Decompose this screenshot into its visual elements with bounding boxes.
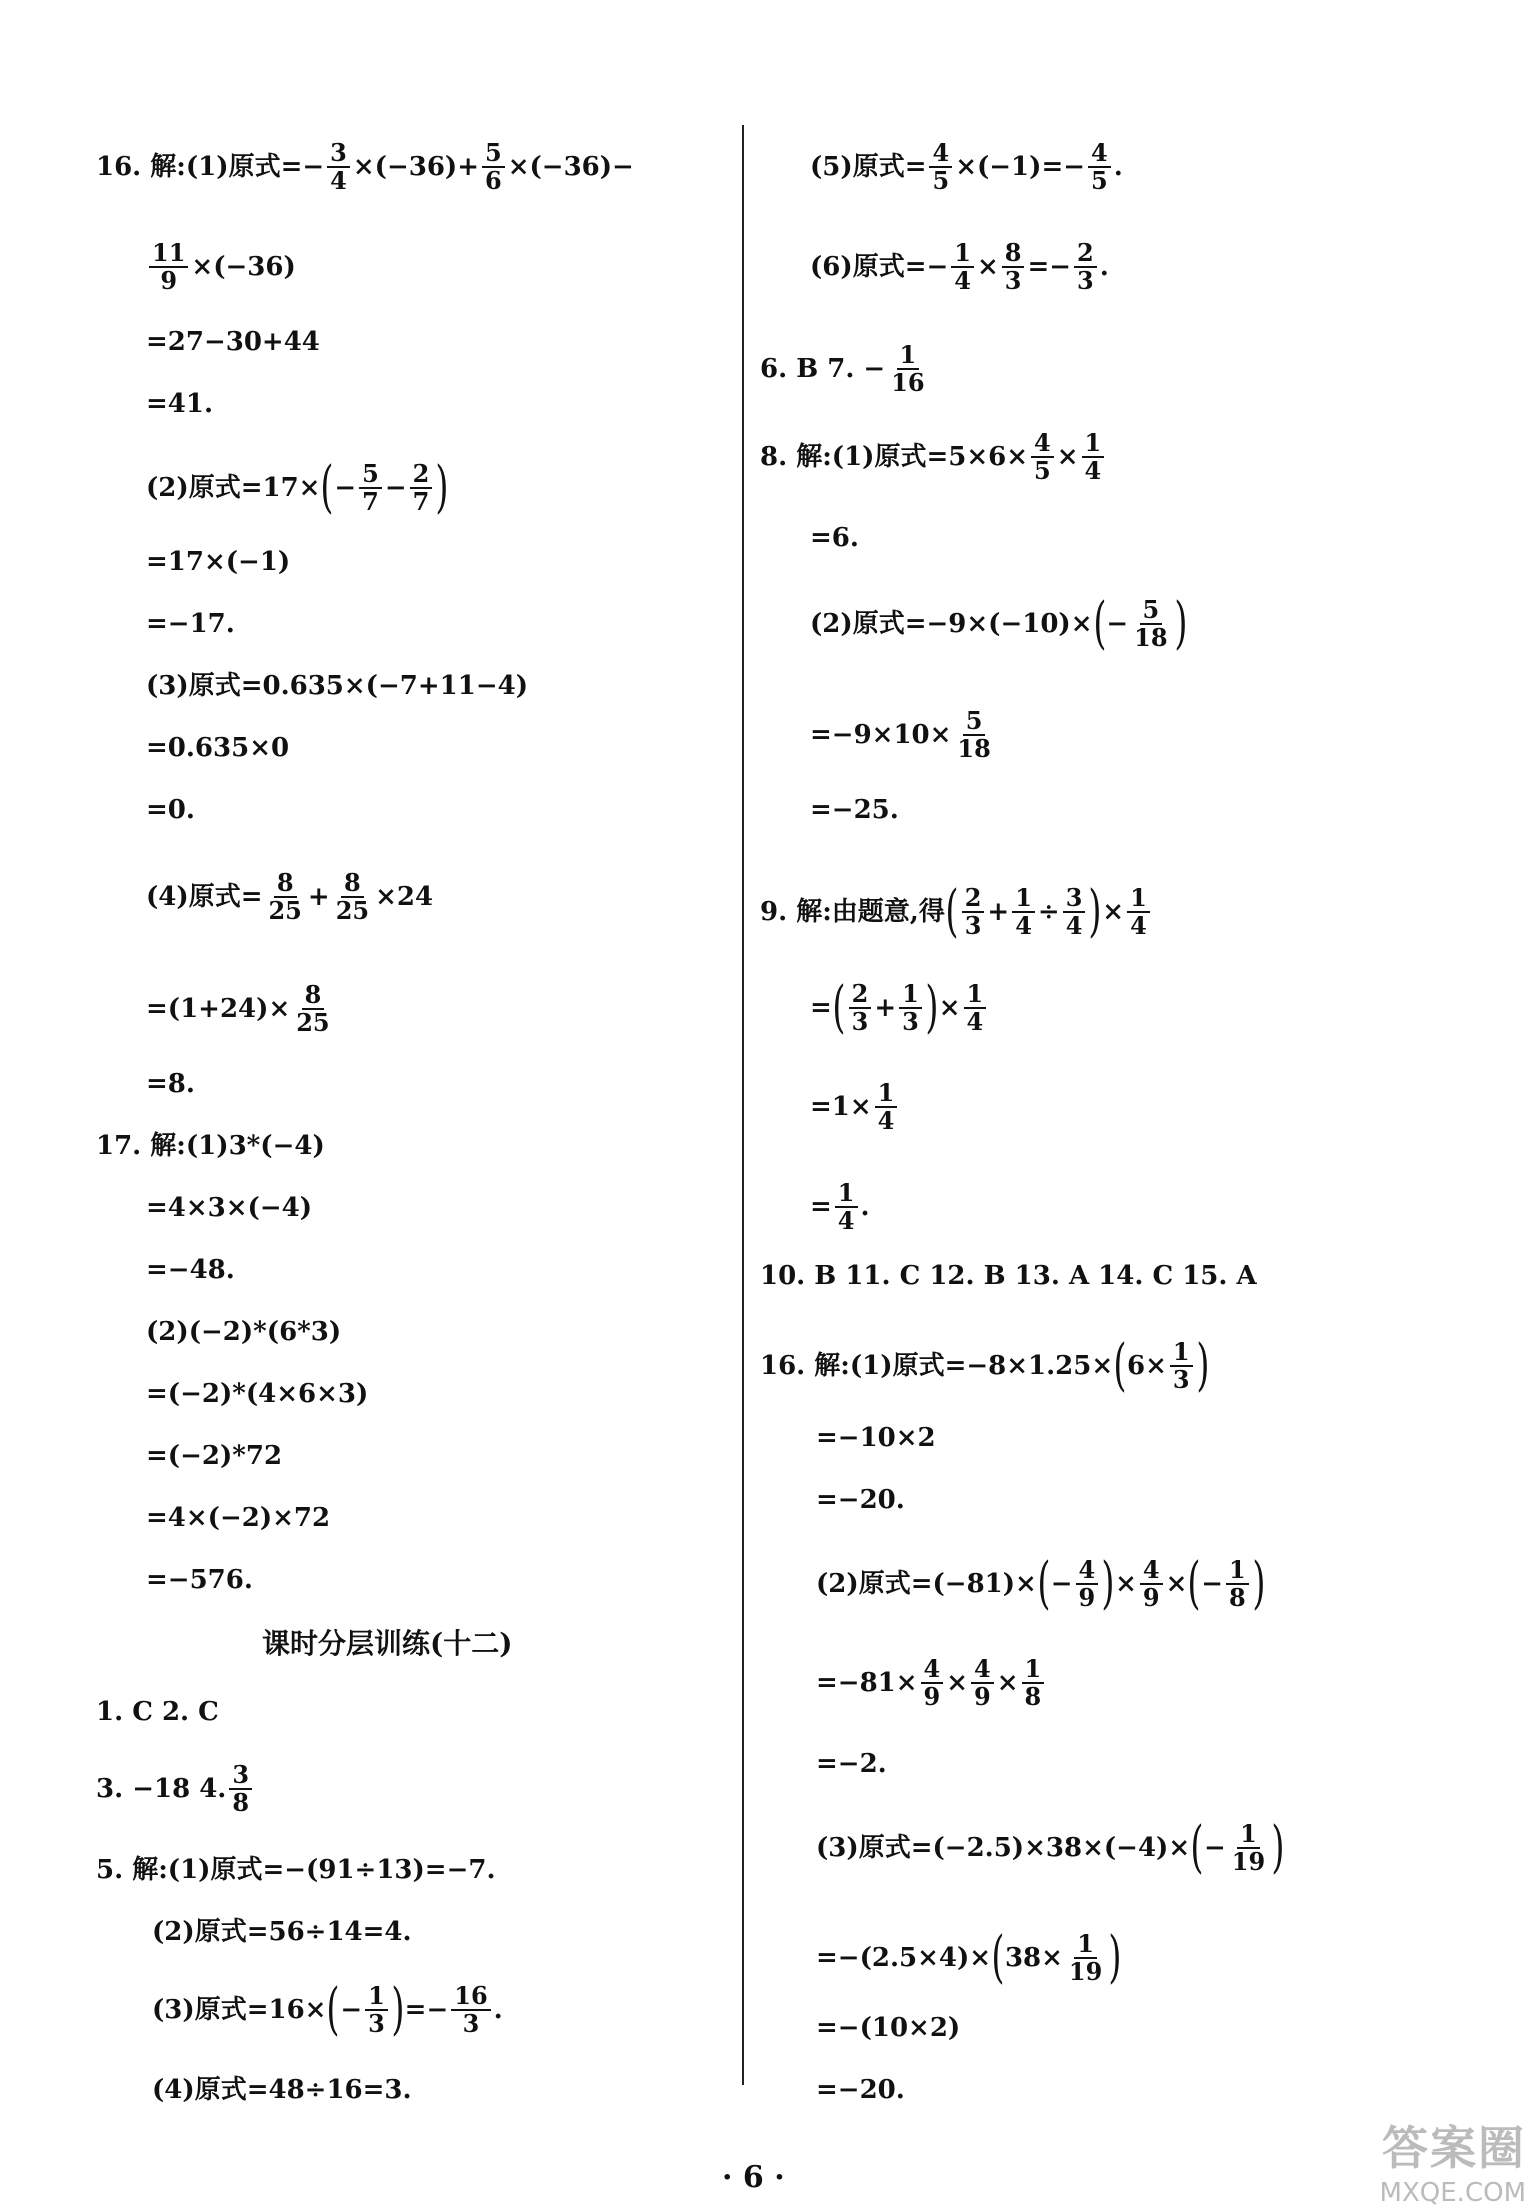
- left-line-19: =(−2)*72: [146, 1441, 283, 1471]
- right-line-12: = $\frac{1}{4}$ .: [810, 1178, 870, 1235]
- left-line-10: =0.: [146, 795, 195, 825]
- right-line-10: = ( $\frac{2}{3}$ + $\frac{1}{3}$ ) × $\frac{1}{4}$: [810, 980, 989, 1036]
- fraction: $\frac{8}{3}$: [1002, 240, 1025, 294]
- fraction: $\frac{1}{19}$: [1231, 1819, 1266, 1876]
- watermark-logo: [1380, 2112, 1526, 2208]
- fraction: $\frac{1}{3}$: [365, 1983, 388, 2037]
- fraction: $\frac{1}{3}$: [899, 981, 922, 1035]
- left-line-14: 17. 解:(1)3*(−4): [96, 1131, 325, 1161]
- left-line-27: (4)原式=48÷16=3.: [152, 2075, 412, 2105]
- left-line-16: =−48.: [146, 1255, 235, 1285]
- left-line-13: =8.: [146, 1069, 195, 1099]
- right-line-8: =−25.: [810, 795, 899, 825]
- fraction: $\frac{1}{16}$: [891, 340, 925, 397]
- fraction: $\frac{2}{3}$: [849, 981, 872, 1035]
- fraction: $\frac{2}{3}$: [962, 885, 985, 939]
- fraction: $\frac{1}{4}$: [951, 240, 974, 294]
- right-line-1: (5)原式= $\frac{4}{5}$ ×(−1)=− $\frac{4}{5}$ .: [810, 138, 1123, 195]
- right-line-15: =−10×2: [816, 1423, 936, 1453]
- left-line-22: 1. C 2. C: [96, 1697, 219, 1727]
- fraction: $\frac{5}{7}$: [359, 461, 382, 515]
- fraction: $\frac{8}{25}$: [296, 980, 330, 1037]
- right-line-14: 16. 解:(1)原式=−8×1.25× ( 6× $\frac{1}{3}$ ): [760, 1333, 1210, 1398]
- fraction: $\frac{5}{18}$: [1134, 595, 1168, 652]
- fraction: $\frac{1}{19}$: [1068, 1929, 1103, 1986]
- right-line-18: =−81× $\frac{4}{9}$ × $\frac{4}{9}$ × $\frac{1}{8}$: [816, 1656, 1047, 1710]
- left-line-5: (2)原式=17× ( − $\frac{5}{7}$ − $\frac{2}{7}$ ): [146, 455, 449, 520]
- watermark-text: 答案圈: [1382, 2121, 1526, 2175]
- fraction: $\frac{8}{25}$: [268, 868, 302, 925]
- left-line-9: =0.635×0: [146, 733, 290, 763]
- left-line-7: =−17.: [146, 609, 235, 639]
- right-line-6: (2)原式=−9×(−10)× ( − $\frac{5}{18}$ ): [810, 591, 1188, 656]
- right-line-3: 6. B 7. − $\frac{1}{16}$: [760, 342, 931, 396]
- fraction: $\frac{1}{8}$: [1226, 1557, 1249, 1611]
- fraction: $\frac{16}{3}$: [451, 1983, 490, 2037]
- fraction: $\frac{2}{7}$: [410, 461, 433, 515]
- fraction: $\frac{4}{5}$: [1031, 430, 1054, 484]
- right-line-11: =1× $\frac{1}{4}$: [810, 1080, 900, 1134]
- right-line-17: (2)原式=(−81)× ( − $\frac{4}{9}$ ) × $\frac{4}{9}$ × ( − $\frac{1}{8}$ ): [816, 1551, 1266, 1616]
- left-line-17: (2)(−2)*(6*3): [146, 1317, 342, 1347]
- left-line-20: =4×(−2)×72: [146, 1503, 331, 1533]
- right-line-16: =−20.: [816, 1485, 905, 1515]
- fraction: $\frac{4}{9}$: [921, 1656, 944, 1710]
- left-line-23: 3. −18 4. $\frac{3}{8}$: [96, 1762, 255, 1816]
- fraction: $\frac{8}{25}$: [335, 868, 370, 925]
- right-line-4: 8. 解:(1)原式=5×6× $\frac{4}{5}$ × $\frac{1}{4}$: [760, 430, 1107, 484]
- fraction: $\frac{1}{8}$: [1022, 1656, 1045, 1710]
- right-line-23: =−20.: [816, 2075, 905, 2105]
- right-line-2: (6)原式=− $\frac{1}{4}$ × $\frac{8}{3}$ =− $\frac{2}{3}$ .: [810, 238, 1109, 295]
- fraction: $\frac{2}{3}$: [1074, 240, 1097, 294]
- fraction: $\frac{1}{4}$: [835, 1180, 858, 1234]
- left-line-3: =27−30+44: [146, 327, 320, 357]
- right-line-22: =−(10×2): [816, 2013, 961, 2043]
- left-line-21: =−576.: [146, 1565, 253, 1595]
- fraction: $\frac{4}{9}$: [1140, 1557, 1163, 1611]
- section-title: 课时分层训练(十二): [262, 1627, 513, 1660]
- fraction: $\frac{5}{18}$: [957, 706, 991, 763]
- fraction: $\frac{1}{4}$: [1082, 430, 1105, 484]
- left-line-1: 16. 解:(1)原式=− $\frac{3}{4}$ ×(−36)+ $\frac{5}{6}$ ×(−36)−: [96, 138, 634, 195]
- fraction: $\frac{4}{5}$: [929, 140, 952, 194]
- left-line-25: (2)原式=56÷14=4.: [152, 1917, 412, 1947]
- fraction: $\frac{1}{4}$: [1127, 885, 1150, 939]
- left-line-26: (3)原式=16× ( − $\frac{1}{3}$ ) =− $\frac{16}{3}$ .: [152, 1977, 503, 2042]
- fraction: $\frac{1}{4}$: [964, 981, 987, 1035]
- fraction: $\frac{3}{4}$: [327, 140, 350, 194]
- page-number: · 6 ·: [722, 2160, 785, 2195]
- fraction: $\frac{1}{4}$: [1012, 885, 1035, 939]
- left-line-24: 5. 解:(1)原式=−(91÷13)=−7.: [96, 1855, 496, 1885]
- fraction: $\frac{4}{5}$: [1088, 140, 1111, 194]
- left-line-15: =4×3×(−4): [146, 1193, 313, 1223]
- right-line-7: =−9×10× $\frac{5}{18}$: [810, 708, 997, 762]
- left-line-12: =(1+24)× $\frac{8}{25}$: [146, 982, 336, 1036]
- right-line-13: 10. B 11. C 12. B 13. A 14. C 15. A: [760, 1261, 1257, 1291]
- column-divider: [742, 125, 744, 2085]
- right-line-20: (3)原式=(−2.5)×38×(−4)× ( − $\frac{1}{19}$ ): [816, 1815, 1285, 1880]
- left-line-8: (3)原式=0.635×(−7+11−4): [146, 671, 529, 701]
- left-line-4: =41.: [146, 389, 214, 419]
- fraction: $\frac{4}{9}$: [971, 1656, 994, 1710]
- left-line-2: $\frac{11}{9}$ ×(−36): [146, 240, 296, 294]
- fraction: $\frac{4}{9}$: [1076, 1557, 1099, 1611]
- right-line-19: =−2.: [816, 1749, 887, 1779]
- fraction: $\frac{3}{8}$: [229, 1762, 252, 1816]
- right-line-9: 9. 解:由题意,得 ( $\frac{2}{3}$ + $\frac{1}{4}$ ÷ $\frac{3}{4}$ ) × $\frac{1}{4}$: [760, 884, 1153, 940]
- left-line-18: =(−2)*(4×6×3): [146, 1379, 369, 1409]
- fraction: $\frac{11}{9}$: [149, 240, 188, 294]
- right-line-21: =−(2.5×4)× ( 38× $\frac{1}{19}$ ): [816, 1925, 1122, 1990]
- left-line-11: (4)原式= $\frac{8}{25}$ + $\frac{8}{25}$ ×24: [146, 868, 434, 925]
- watermark-url: MXQE.COM: [1379, 2178, 1526, 2208]
- fraction: $\frac{1}{3}$: [1170, 1339, 1193, 1393]
- fraction: $\frac{5}{6}$: [482, 140, 505, 194]
- left-line-6: =17×(−1): [146, 547, 291, 577]
- fraction: $\frac{1}{4}$: [875, 1080, 898, 1134]
- fraction: $\frac{3}{4}$: [1063, 885, 1086, 939]
- right-line-5: =6.: [810, 523, 859, 553]
